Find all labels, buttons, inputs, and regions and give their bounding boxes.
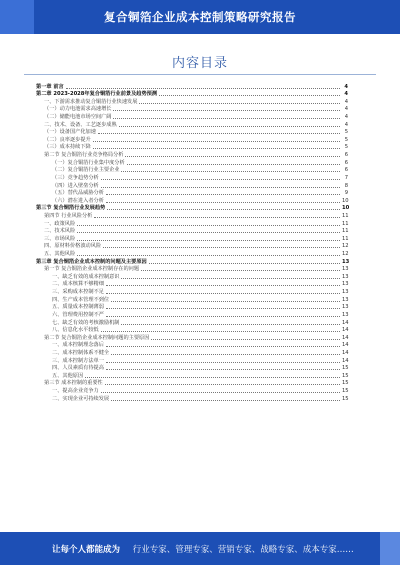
toc-leader-dots [93,148,340,149]
toc-page-number: 10 [342,197,349,204]
toc-leader-dots [159,95,340,96]
toc-leader-dots [113,118,340,119]
toc-page-number: 5 [344,144,348,151]
toc-entry[interactable] [36,379,348,387]
toc-leader-dots [103,247,340,248]
toc-page-number: 14 [342,357,349,364]
toc-entry[interactable] [36,143,348,151]
toc-entry[interactable] [36,120,348,128]
toc-page-number: 12 [342,243,349,250]
toc-page-number: 15 [342,372,349,379]
toc-entry[interactable] [36,181,348,189]
toc-page-number: 13 [342,289,349,296]
toc-leader-dots [77,225,340,226]
toc-page-number: 14 [342,349,349,356]
toc-entry[interactable] [36,90,348,98]
toc-leader-dots [113,110,340,111]
toc-leader-dots [106,369,340,370]
toc-entry[interactable] [36,135,348,143]
toc-page-number: 13 [342,296,349,303]
toc-entry[interactable] [36,333,348,341]
toc-entry[interactable] [36,189,348,197]
toc-page-number: 13 [342,311,349,318]
toc-leader-dots [101,331,340,332]
toc-entry[interactable] [36,97,348,105]
toc-page-number: 4 [344,98,348,105]
toc-leader-dots [111,400,340,401]
toc-entry[interactable] [36,242,348,250]
toc-leader-dots [106,308,340,309]
toc-leader-dots [141,270,340,271]
toc-entry[interactable] [36,128,348,136]
toc-leader-dots [106,202,340,203]
toc-entry[interactable] [36,196,348,204]
toc-leader-dots [111,354,340,355]
toc-page-number: 4 [344,106,348,113]
toc-leader-dots [106,346,340,347]
toc-entry-text: 第二节 复合铜箔行业竞争格局分析 [44,152,124,159]
toc-entry[interactable] [36,82,348,90]
toc-page-number: 15 [342,380,349,387]
toc-entry[interactable] [36,348,348,356]
toc-leader-dots [111,301,340,302]
footer-accent [380,532,400,565]
toc-entry-text: 六、管理费用控制不严 [52,311,104,318]
toc-page-number: 4 [344,91,348,98]
toc-entry-text: （一）设备国产化加速 [44,129,96,136]
toc-leader-dots [106,362,340,363]
toc-leader-dots [106,316,340,317]
toc-page-number: 14 [342,327,349,334]
toc-entry-text: （五）替代品威胁分析 [52,190,104,197]
toc-leader-dots [93,141,340,142]
toc-leader-dots [149,263,340,264]
toc-page-number: 4 [344,83,348,90]
toc-entry-text: 五、质量成本控制薄弱 [52,304,104,311]
toc-entry-text: 八、信息化水平较低 [52,327,99,334]
toc-page-number: 13 [342,266,349,273]
toc-entry[interactable] [36,173,348,181]
toc-leader-dots [94,217,340,218]
toc-leader-dots [98,133,340,134]
toc-page-number: 6 [344,152,348,159]
toc-page-number: 11 [342,228,349,235]
toc-entry-text: 一、下游需求推动复合铜箔行业快速发展 [44,98,138,105]
toc-entry-text: （二）复合铜箔行业主要企业 [52,167,120,174]
toc-entry[interactable] [36,364,348,372]
toc-divider [24,74,376,75]
toc-entry-text: 第二章 2023-2028年复合铜箔行业前景及趋势预测 [36,91,158,98]
toc-entry-text: 第三节 复合铜箔行业发展趋势 [36,205,106,212]
toc-entry[interactable] [36,234,348,242]
toc-leader-dots [125,156,340,157]
toc-leader-dots [121,171,340,172]
toc-page-number: 13 [342,304,349,311]
toc-entry[interactable] [36,227,348,235]
toc-entry-text: （三）竞争趋势分析 [52,174,99,181]
toc-entry[interactable] [36,295,348,303]
toc-leader-dots [85,377,340,378]
toc-page-number: 14 [342,334,349,341]
toc-entry[interactable] [36,249,348,257]
toc-heading: 内容目录 [171,56,228,71]
toc-leader-dots [121,324,340,325]
toc-entry[interactable] [36,394,348,402]
toc-entry[interactable] [36,280,348,288]
toc-entry-text: 五、其他原因 [52,372,84,379]
toc-page-number: 13 [342,273,349,280]
toc-entry-text: 一、政策风险 [44,220,76,227]
toc-entry-text: 第三节 成本控制的重要性 [44,380,103,387]
toc-entry-text: 二、技术风险 [44,228,76,235]
toc-entry-text: 四、原材料价格波动风险 [44,243,102,250]
toc-entry-text: 二、成本控制体系不健全 [52,349,110,356]
toc-page-number: 7 [344,174,348,181]
toc-leader-dots [107,209,340,210]
toc-page-number: 10 [342,205,350,212]
toc-page-number: 11 [342,212,349,219]
toc-entry-text: 二、技术、设备、工艺逐步成熟 [44,121,117,128]
toc-entry-text: 第三章 复合铜箔企业成本控制的问题及主要原因 [36,258,147,265]
toc-page-number: 13 [342,258,350,265]
toc-entry[interactable] [36,265,348,273]
toc-page-number: 12 [342,251,349,258]
toc-page-number: 8 [344,182,348,189]
toc-page-number: 9 [344,190,348,197]
toc-entry-text: 二、成本核算不够精细 [52,281,104,288]
toc-entry[interactable] [36,105,348,113]
footer-rest: 行业专家、管理专家、营销专家、战略专家、成本专家…… [132,545,354,555]
toc-page-number: 14 [342,319,349,326]
table-of-contents [36,82,348,402]
toc-entry[interactable] [36,204,348,212]
toc-leader-dots [106,194,340,195]
toc-entry-text: （二）储能电池市场空间广阔 [44,114,112,121]
toc-entry[interactable] [36,341,348,349]
toc-page-number: 11 [342,235,349,242]
toc-leader-dots [127,164,340,165]
toc-entry-text: 第一节 复合铜箔企业成本控制存在的问题 [44,266,140,273]
toc-leader-dots [106,293,340,294]
toc-entry-text: 第二节 复合铜箔企业成本控制问题的主要原因 [44,334,150,341]
toc-leader-dots [66,88,340,89]
toc-leader-dots [121,278,340,279]
footer-lead: 让每个人都能成为 [52,545,121,555]
toc-page-number: 6 [344,159,348,166]
toc-entry[interactable] [36,211,348,219]
toc-entry-text: 二、实现企业可持续发展 [52,395,110,402]
footer-slogan [52,543,354,555]
toc-entry-text: 一、缺乏有效的成本控制意识 [52,273,120,280]
toc-leader-dots [119,126,340,127]
toc-entry-text: 三、成本控制方法单一 [52,357,104,364]
toc-leader-dots [151,339,340,340]
toc-entry[interactable] [36,371,348,379]
toc-entry-text: 七、缺乏有效的考核激励机制 [52,319,120,326]
toc-leader-dots [106,285,340,286]
toc-entry-text: （四）进入壁垒分析 [52,182,99,189]
toc-entry[interactable] [36,326,348,334]
toc-entry[interactable] [36,257,348,265]
toc-leader-dots [101,179,340,180]
toc-entry-text: （二）良率逐步提升 [44,136,91,143]
toc-entry[interactable] [36,318,348,326]
toc-leader-dots [105,384,340,385]
toc-leader-dots [77,240,340,241]
toc-leader-dots [101,187,340,188]
toc-page-number: 13 [342,281,349,288]
toc-entry-text: 五、其他风险 [44,251,76,258]
toc-entry-text: （一）复合铜箔行业集中度分析 [52,159,125,166]
toc-entry-text: 第一章 前言 [36,83,64,90]
toc-entry[interactable] [36,272,348,280]
toc-entry[interactable] [36,150,348,158]
toc-entry-text: 三、市场风险 [44,235,76,242]
toc-page-number: 6 [344,167,348,174]
toc-entry-text: 一、提高企业竞争力 [52,387,99,394]
header-bar [0,0,400,34]
toc-page-number: 15 [342,365,349,372]
toc-page-number: 5 [344,136,348,143]
toc-entry[interactable] [36,303,348,311]
toc-entry-text: （一）动力电池需求高速增长 [44,106,112,113]
toc-entry[interactable] [36,166,348,174]
toc-entry[interactable] [36,287,348,295]
toc-entry[interactable] [36,356,348,364]
toc-page-number: 15 [342,395,349,402]
toc-entry-text: （三）成本持续下降 [44,144,91,151]
toc-entry[interactable] [36,219,348,227]
toc-entry[interactable] [36,112,348,120]
toc-entry-text: 一、成本控制理念落后 [52,342,104,349]
toc-page-number: 4 [344,114,348,121]
toc-leader-dots [139,103,340,104]
footer-bar [0,532,400,565]
toc-entry[interactable] [36,158,348,166]
toc-leader-dots [77,255,340,256]
toc-leader-dots [101,392,340,393]
report-title: 复合铜箔企业成本控制策略研究报告 [104,10,296,24]
toc-leader-dots [77,232,340,233]
toc-entry-text: 三、采购成本控制不足 [52,289,104,296]
toc-entry-text: （六）潜在进入者分析 [52,197,104,204]
toc-entry-text: 四、人员素质有待提高 [52,365,104,372]
toc-entry-text: 第四节 行业风险分析 [44,212,93,219]
toc-page-number: 4 [344,121,348,128]
toc-page-number: 15 [342,387,349,394]
toc-entry-text: 四、生产成本管理不到位 [52,296,110,303]
toc-page-number: 11 [342,220,349,227]
toc-entry[interactable] [36,310,348,318]
toc-page-number: 14 [342,342,349,349]
toc-page-number: 5 [344,129,348,136]
toc-entry[interactable] [36,386,348,394]
